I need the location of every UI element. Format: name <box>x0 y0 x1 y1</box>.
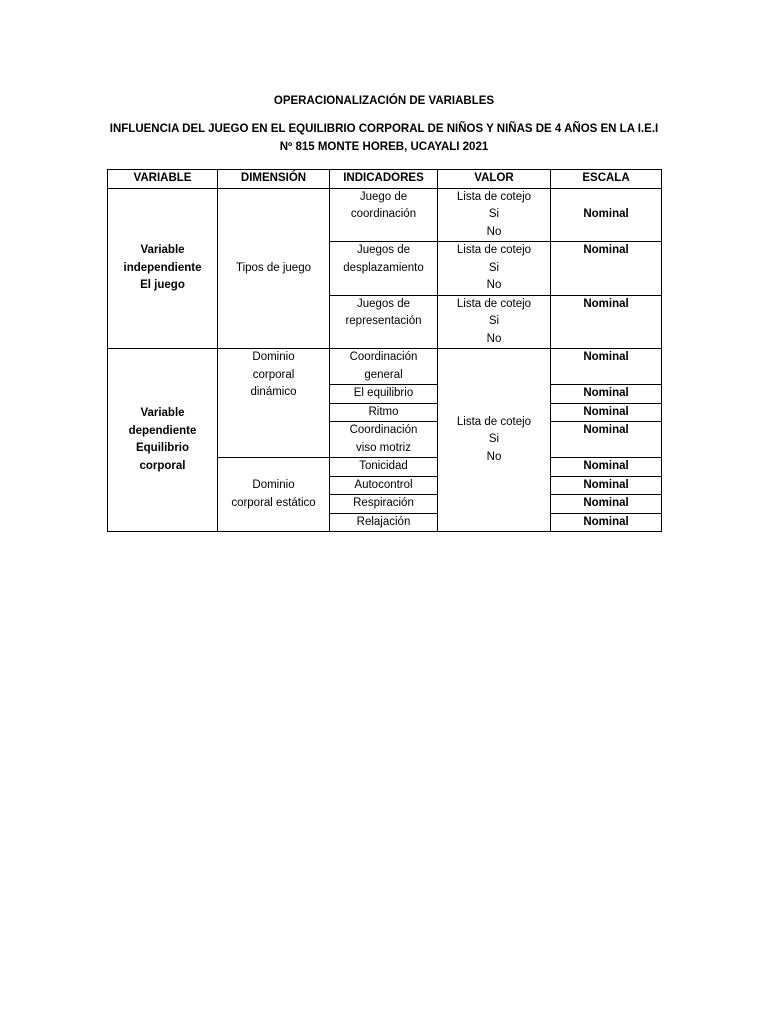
valor-cell: Lista de cotejo Si No <box>438 188 551 242</box>
valor-cell: Lista de cotejo Si No <box>438 242 551 296</box>
escala-cell: Nominal <box>551 458 662 477</box>
valor-dependiente-cell: Lista de cotejo Si No <box>438 349 551 532</box>
valor-cell: Lista de cotejo Si No <box>438 295 551 349</box>
indicator-cell: Juegos de representación <box>330 295 438 349</box>
header-variable: VARIABLE <box>108 170 218 189</box>
subtitle-line-2: Nº 815 MONTE HOREB, UCAYALI 2021 <box>279 141 489 153</box>
operationalization-table <box>107 169 662 532</box>
indicator-cell: Coordinación viso motriz <box>330 422 438 458</box>
indicator-cell: Coordinación general <box>330 349 438 385</box>
indicator-cell: Tonicidad <box>330 458 438 477</box>
escala-cell: Nominal <box>551 476 662 495</box>
escala-cell: Nominal <box>551 349 662 385</box>
dimension-estatico: Dominio corporal estático <box>218 458 330 532</box>
indicator-cell: Juegos de desplazamiento <box>330 242 438 296</box>
escala-cell: Nominal <box>551 385 662 404</box>
indicator-cell: Autocontrol <box>330 476 438 495</box>
document-subtitle <box>100 120 668 156</box>
table-row <box>108 349 662 385</box>
dimension-dinamico: Dominio corporal dinámico <box>218 349 330 458</box>
indicator-cell: Respiración <box>330 495 438 514</box>
indicator-cell: El equilibrio <box>330 385 438 404</box>
header-indicadores: INDICADORES <box>330 170 438 189</box>
variable-dependiente-cell: Variable dependiente Equilibrio corporal <box>108 349 218 532</box>
indicator-cell: Juego de coordinación <box>330 188 438 242</box>
escala-cell: Nominal <box>551 188 662 242</box>
document-title: OPERACIONALIZACIÓN DE VARIABLES <box>273 95 495 107</box>
header-escala: ESCALA <box>551 170 662 189</box>
escala-cell: Nominal <box>551 295 662 349</box>
escala-cell: Nominal <box>551 513 662 532</box>
header-valor: VALOR <box>438 170 551 189</box>
escala-cell: Nominal <box>551 495 662 514</box>
subtitle-line-1: INFLUENCIA DEL JUEGO EN EL EQUILIBRIO CORPORAL DE NIÑOS Y NIÑAS DE 4 AÑOS EN LA I.E.I <box>109 123 659 135</box>
dimension-tipos-de-juego: Tipos de juego <box>218 188 330 349</box>
escala-cell: Nominal <box>551 242 662 296</box>
table-header-row <box>108 170 662 189</box>
escala-cell: Nominal <box>551 422 662 458</box>
header-dimension: DIMENSIÓN <box>218 170 330 189</box>
indicator-cell: Relajación <box>330 513 438 532</box>
escala-cell: Nominal <box>551 403 662 422</box>
indicator-cell: Ritmo <box>330 403 438 422</box>
variable-independiente-cell: Variable independiente El juego <box>108 188 218 349</box>
table-row <box>108 188 662 242</box>
